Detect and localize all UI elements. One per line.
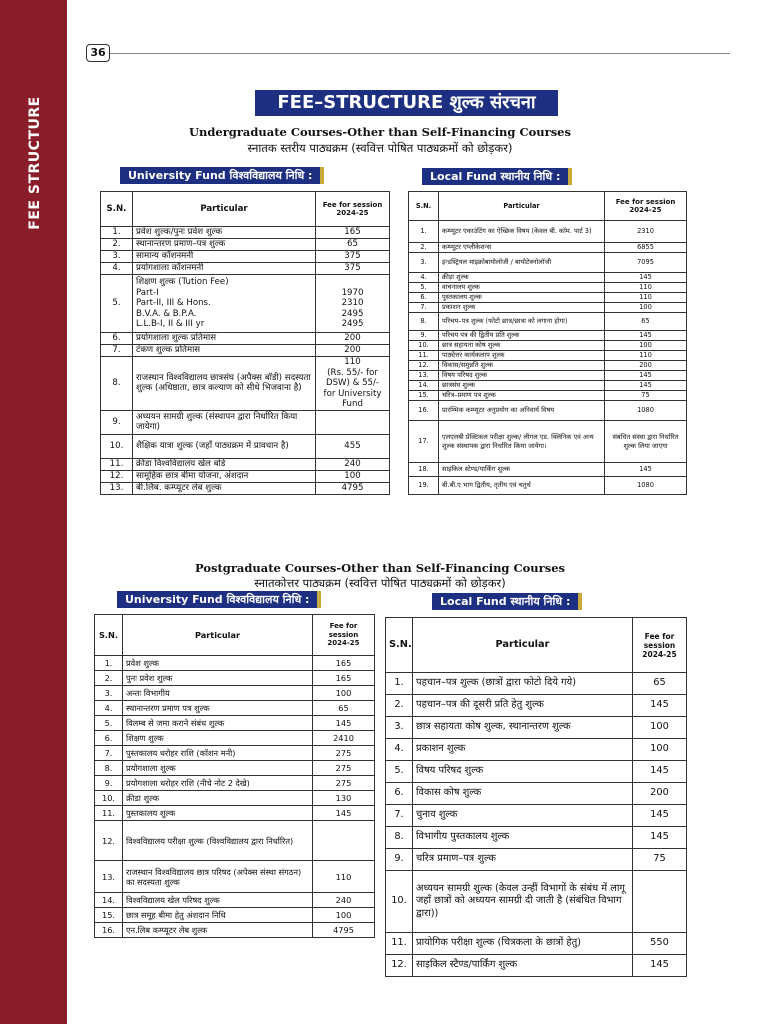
table-row <box>101 482 390 494</box>
fee-cell: 100 <box>313 686 375 701</box>
table-row <box>95 861 375 893</box>
sn-cell: 5. <box>95 716 123 731</box>
sn-cell: 6. <box>386 783 413 805</box>
table-row <box>409 303 687 313</box>
particular-cell: चुनाव शुल्क <box>413 805 633 827</box>
fee-cell: 145 <box>633 827 687 849</box>
particular-cell: पहचान–पत्र शुल्क (छात्रों द्वारा फोटो दिये गये) <box>413 673 633 695</box>
ug-heading-hi: स्नातक स्तरीय पाठ्यक्रम (स्ववित्त पोषित पाठ्यक्रमों को छोड़कर) <box>247 141 513 155</box>
table-body <box>101 227 390 495</box>
table-header-row <box>95 615 375 656</box>
sn-cell: 19. <box>409 477 439 495</box>
sn-cell: 11. <box>386 933 413 955</box>
particular-cell: बी.लिब. कम्प्यूटर लेब शुल्क <box>133 482 316 494</box>
sn-cell: 3. <box>409 253 439 273</box>
particular-cell: एलएलबी प्रेक्टिकल परीक्षा शुल्क/ लीगल एड. क्लिनिक एवं अन्य शुल्क संस्थापक द्वारा निर्धारित किया जायेगा। <box>439 421 605 463</box>
fee-cell: 100 <box>605 303 687 313</box>
table-row <box>409 341 687 351</box>
sn-cell: 1. <box>409 221 439 243</box>
sn-cell: 14. <box>95 893 123 908</box>
sn-cell: 15. <box>95 908 123 923</box>
fee-cell: 145 <box>633 761 687 783</box>
sn-cell: 16. <box>409 401 439 421</box>
sn-cell: 13. <box>409 371 439 381</box>
fee-cell: 145 <box>605 371 687 381</box>
particular-cell: कम्प्यूटर एकाउंटिंग का ऐच्छिक विषय (केवल बी. कॉम. पार्ट 3) <box>439 221 605 243</box>
particular-cell: प्रकाशन शुल्क <box>439 303 605 313</box>
particular-cell: छात्र सहायता कोष शुल्क, स्थानान्तरण शुल्क <box>413 717 633 739</box>
fee-cell: 110 <box>605 351 687 361</box>
sn-cell: 8. <box>101 357 133 411</box>
sn-cell: 8. <box>95 761 123 776</box>
table-row <box>409 463 687 477</box>
sn-cell: 8. <box>386 827 413 849</box>
particular-cell: प्रवेश शुल्क <box>123 656 313 671</box>
fee-cell: 6855 <box>605 243 687 253</box>
particular-cell: विश्वविद्यालय परीक्षा शुल्क (विश्वविद्यालय द्वारा निर्धारित) <box>123 821 313 861</box>
particular-cell: बी.बी.ए भाग द्वितीय, तृतीय एवं चतुर्थ <box>439 477 605 495</box>
table-row <box>95 671 375 686</box>
sn-cell: 6. <box>409 293 439 303</box>
sn-cell: 9. <box>409 331 439 341</box>
ug-local-fund-label: Local Fund स्थानीय निधि : <box>422 168 572 185</box>
fee-cell: 145 <box>633 955 687 977</box>
fee-cell: 200 <box>633 783 687 805</box>
pg-university-fund-table <box>94 614 375 938</box>
sn-header: S.N. <box>386 618 413 673</box>
pg-heading-en: Postgraduate Courses-Other than Self-Financing Courses <box>195 561 565 575</box>
table-row <box>95 791 375 806</box>
table-row <box>386 783 687 805</box>
sn-cell: 4. <box>409 273 439 283</box>
table-row <box>95 908 375 923</box>
sn-cell: 13. <box>95 861 123 893</box>
fee-cell: 4795 <box>313 923 375 938</box>
fee-cell: 65 <box>313 701 375 716</box>
table-row <box>386 695 687 717</box>
sn-cell: 9. <box>386 849 413 871</box>
fee-header: Fee for session 2024-25 <box>313 615 375 656</box>
particular-cell: विलम्ब से जमा कराने संबंध शुल्क <box>123 716 313 731</box>
sn-cell: 17. <box>409 421 439 463</box>
ug-university-fund-table <box>100 191 390 495</box>
fee-cell: 145 <box>605 331 687 341</box>
fee-cell: संबंधित संस्था द्वारा निर्धारित शुल्क लिया जाएगा <box>605 421 687 463</box>
table-row <box>101 333 390 345</box>
sn-cell: 5. <box>386 761 413 783</box>
table-row <box>386 849 687 871</box>
table-row <box>101 434 390 458</box>
particular-cell: प्रयोगशाला धरोहर राशि (नीचे नोट 2 देखे) <box>123 776 313 791</box>
fee-cell: 275 <box>313 761 375 776</box>
sn-cell: 11. <box>409 351 439 361</box>
fee-cell: 100 <box>605 341 687 351</box>
table-row <box>95 686 375 701</box>
ug-local-fund-table <box>408 191 687 495</box>
sn-cell: 10. <box>101 434 133 458</box>
particular-cell: पुस्तकालय शुल्क <box>123 806 313 821</box>
table-header-row <box>409 192 687 221</box>
sn-cell: 1. <box>101 227 133 239</box>
fee-cell: 110 (Rs. 55/- for DSW) & 55/- for University Fund <box>316 357 390 411</box>
sn-cell: 4. <box>101 263 133 275</box>
table-row <box>101 275 390 333</box>
table-row <box>95 761 375 776</box>
particular-cell: विषय परिषद शुल्क <box>413 761 633 783</box>
sn-cell: 2. <box>386 695 413 717</box>
fee-cell: 200 <box>316 333 390 345</box>
sn-cell: 5. <box>409 283 439 293</box>
particular-cell: पुस्तकालय धरोहर राशि (कॉशन मनी) <box>123 746 313 761</box>
particular-header: Particular <box>133 192 316 227</box>
table-row <box>409 221 687 243</box>
fee-cell: 4795 <box>316 482 390 494</box>
sn-cell: 10. <box>386 871 413 933</box>
fee-cell: 7095 <box>605 253 687 273</box>
particular-cell: पहचान–पत्र की दूसरी प्रति हेतु शुल्क <box>413 695 633 717</box>
sn-cell: 7. <box>95 746 123 761</box>
table-row <box>95 821 375 861</box>
fee-cell: 145 <box>313 806 375 821</box>
table-row <box>409 361 687 371</box>
particular-cell: परिचय पत्र की द्वितीय प्रति शुल्क <box>439 331 605 341</box>
fee-cell: 100 <box>633 717 687 739</box>
table-row <box>101 458 390 470</box>
sn-cell: 2. <box>95 671 123 686</box>
table-row <box>95 731 375 746</box>
table-row <box>101 410 390 434</box>
table-row <box>101 239 390 251</box>
fee-cell <box>316 410 390 434</box>
sn-cell: 3. <box>101 251 133 263</box>
fee-cell: 200 <box>605 361 687 371</box>
fee-cell: 275 <box>313 776 375 791</box>
fee-cell: 110 <box>605 283 687 293</box>
table-row <box>409 477 687 495</box>
particular-cell: साइकिल स्टैण्ड/पार्किंग शुल्क <box>413 955 633 977</box>
table-body <box>409 221 687 495</box>
particular-cell: चरित्र प्रमाण–पत्र शुल्क <box>413 849 633 871</box>
particular-cell: प्रवेश शुल्क/पुनः प्रवेश शुल्क <box>133 227 316 239</box>
sidebar-title <box>20 90 50 250</box>
sn-cell: 10. <box>95 791 123 806</box>
pg-heading-hi: स्नातकोत्तर पाठ्यक्रम (स्ववित्त पोषित पाठ्यक्रमों को छोड़कर) <box>254 576 506 590</box>
table-row <box>101 345 390 357</box>
particular-cell: स्थानान्तरण प्रमाण–पत्र शुल्क <box>133 239 316 251</box>
table-body <box>386 673 687 977</box>
sn-cell: 12. <box>95 821 123 861</box>
fee-header: Fee for session 2024-25 <box>316 192 390 227</box>
fee-cell: 130 <box>313 791 375 806</box>
fee-cell: 165 <box>313 656 375 671</box>
table-row <box>409 283 687 293</box>
particular-header: Particular <box>439 192 605 221</box>
table-row <box>95 656 375 671</box>
particular-cell: विश्वविद्यालय खेल परिषद शुल्क <box>123 893 313 908</box>
sn-cell: 6. <box>95 731 123 746</box>
sn-cell: 7. <box>386 805 413 827</box>
particular-cell: क्रीडा विश्वविद्यालय खेल बोर्ड <box>133 458 316 470</box>
table-row <box>95 893 375 908</box>
sidebar-band <box>0 0 67 1024</box>
fee-cell <box>633 871 687 933</box>
table-row <box>101 263 390 275</box>
sn-cell: 12. <box>409 361 439 371</box>
pg-local-fund-table <box>385 617 687 977</box>
sn-cell: 11. <box>101 458 133 470</box>
sn-header: S.N. <box>95 615 123 656</box>
fee-header: Fee for session 2024-25 <box>605 192 687 221</box>
fee-cell: 2410 <box>313 731 375 746</box>
sn-cell: 14. <box>409 381 439 391</box>
sn-cell: 4. <box>386 739 413 761</box>
sn-cell: 8. <box>409 313 439 331</box>
table-row <box>386 871 687 933</box>
particular-cell: सामूहिक छात्र बीमा योजना, अंशदान <box>133 470 316 482</box>
sn-cell: 11. <box>95 806 123 821</box>
table-row <box>101 470 390 482</box>
particular-cell: शिक्षण शुल्क (Tution Fee) Part-I Part-II, III & Hons. B.V.A. & B.P.A. L.L.B-I, II & III yr <box>133 275 316 333</box>
sn-header: S.N. <box>101 192 133 227</box>
fee-cell: 145 <box>605 381 687 391</box>
particular-cell: प्रयोगशाला कॉशनमनी <box>133 263 316 275</box>
sn-cell: 12. <box>386 955 413 977</box>
particular-cell: शिक्षण शुल्क <box>123 731 313 746</box>
fee-cell: 165 <box>313 671 375 686</box>
sn-cell: 2. <box>101 239 133 251</box>
sn-cell: 1. <box>95 656 123 671</box>
fee-cell: 275 <box>313 746 375 761</box>
table-row <box>101 251 390 263</box>
particular-cell: सामान्य कॉशनमनी <box>133 251 316 263</box>
fee-cell: 100 <box>316 470 390 482</box>
fee-cell: 65 <box>633 673 687 695</box>
fee-cell: 110 <box>313 861 375 893</box>
particular-cell: वाचनालय शुल्क <box>439 283 605 293</box>
particular-cell: स्थानान्तरण प्रमाण पत्र शुल्क <box>123 701 313 716</box>
sn-cell: 9. <box>101 410 133 434</box>
fee-cell: 145 <box>633 695 687 717</box>
sn-cell: 15. <box>409 391 439 401</box>
particular-cell: चरित्र–प्रमाण पत्र शुल्क <box>439 391 605 401</box>
sn-cell: 9. <box>95 776 123 791</box>
particular-cell: साइकिल स्टेण्ड/पार्किंग शुल्क <box>439 463 605 477</box>
particular-cell: कम्प्यूटर एप्लीकेशन्स <box>439 243 605 253</box>
fee-cell: 75 <box>633 849 687 871</box>
particular-cell: पाठ्येत्तर कार्यकलाप शुल्क <box>439 351 605 361</box>
particular-cell: विकास/समुन्नति शुल्क <box>439 361 605 371</box>
fee-header: Fee for session 2024-25 <box>633 618 687 673</box>
particular-cell: अध्ययन सामग्री शुल्क (संस्थापन द्वारा निर्धारित किया जायेगा) <box>133 410 316 434</box>
particular-cell: विकास कोष शुल्क <box>413 783 633 805</box>
sn-cell: 6. <box>101 333 133 345</box>
fee-cell: 165 <box>316 227 390 239</box>
table-header-row <box>101 192 390 227</box>
table-row <box>386 717 687 739</box>
pg-university-fund-label: University Fund विश्वविद्यालय निधि : <box>117 591 321 608</box>
page-number: 36 <box>86 44 110 62</box>
fee-cell: 200 <box>316 345 390 357</box>
table-row <box>95 806 375 821</box>
particular-cell: राजस्थान विश्वविद्यालय छात्र परिषद (अपेक्स संस्था संगठन) का सदस्यता शुल्क <box>123 861 313 893</box>
particular-cell: प्रकाशन शुल्क <box>413 739 633 761</box>
table-header-row <box>386 618 687 673</box>
sn-cell: 13. <box>101 482 133 494</box>
table-row <box>409 253 687 273</box>
particular-cell: राजस्थान विश्वविद्यालय छात्रसंघ (अपैक्स बॉडी) सदस्यता शुल्क (अधिष्ठाता, छात्र कल्याण को सीधे भिजवाना है) <box>133 357 316 411</box>
particular-cell: अन्तः विभागीय <box>123 686 313 701</box>
fee-cell: 240 <box>316 458 390 470</box>
table-row <box>409 293 687 303</box>
table-row <box>101 357 390 411</box>
particular-cell: अध्ययन सामग्री शुल्क (केवल उन्हीं विभागों के संबंध में लागू जहाँ छात्रों को अध्ययन सामग्री दी जाती है (संबंधित विभाग द्वारा)) <box>413 871 633 933</box>
particular-cell: छात्रसंघ शुल्क <box>439 381 605 391</box>
table-row <box>386 827 687 849</box>
fee-cell: 2310 <box>605 221 687 243</box>
ug-university-fund-label: University Fund विश्वविद्यालय निधि : <box>120 167 324 184</box>
fee-cell: 145 <box>605 463 687 477</box>
sn-cell: 16. <box>95 923 123 938</box>
particular-cell: प्रारम्भिक कम्प्यूटर अनुप्रयोग का अनिवार्य विषय <box>439 401 605 421</box>
table-row <box>386 761 687 783</box>
sn-cell: 5. <box>101 275 133 333</box>
table-row <box>386 933 687 955</box>
fee-cell: 145 <box>605 273 687 283</box>
table-row <box>409 391 687 401</box>
particular-cell: पुनः प्रवेश शुल्क <box>123 671 313 686</box>
sn-cell: 7. <box>101 345 133 357</box>
fee-cell: 65 <box>316 239 390 251</box>
table-row <box>386 805 687 827</box>
fee-cell: 145 <box>313 716 375 731</box>
particular-cell: विभागीय पुस्तकालय शुल्क <box>413 827 633 849</box>
particular-cell: शैक्षिक यात्रा शुल्क (जहाँ पाठ्यक्रम में प्रावधान है) <box>133 434 316 458</box>
fee-cell: 65 <box>605 313 687 331</box>
table-row <box>409 331 687 341</box>
particular-cell: क्रीड़ा शुल्क <box>439 273 605 283</box>
sn-cell: 3. <box>95 686 123 701</box>
table-body <box>95 656 375 938</box>
fee-cell: 455 <box>316 434 390 458</box>
sn-header: S.N. <box>409 192 439 221</box>
table-row <box>95 776 375 791</box>
table-row <box>95 923 375 938</box>
table-row <box>101 227 390 239</box>
table-row <box>409 273 687 283</box>
fee-cell: 110 <box>605 293 687 303</box>
fee-cell: 375 <box>316 251 390 263</box>
page-title: FEE–STRUCTURE शुल्क संरचना <box>255 90 558 116</box>
particular-cell: छात्र समूह बीमा हेतु अंशदान निधि <box>123 908 313 923</box>
table-row <box>95 716 375 731</box>
particular-header: Particular <box>123 615 313 656</box>
fee-cell: 100 <box>633 739 687 761</box>
table-row <box>95 746 375 761</box>
fee-cell: 75 <box>605 391 687 401</box>
particular-cell: प्रयोगशाला शुल्क <box>123 761 313 776</box>
table-row <box>409 243 687 253</box>
fee-cell <box>313 821 375 861</box>
table-row <box>409 381 687 391</box>
sn-cell: 10. <box>409 341 439 351</box>
table-row <box>386 739 687 761</box>
table-row <box>95 701 375 716</box>
fee-cell: 100 <box>313 908 375 923</box>
particular-cell: प्रायोगिक परीक्षा शुल्क (चित्रकला के छात्रों हेतु) <box>413 933 633 955</box>
sn-cell: 2. <box>409 243 439 253</box>
sn-cell: 4. <box>95 701 123 716</box>
particular-cell: इन्डस्ट्रियल माइक्रोबायोलॉजी / बायोटेक्नोलॉजी <box>439 253 605 273</box>
ug-heading-en: Undergraduate Courses-Other than Self-Financing Courses <box>189 125 571 139</box>
fee-cell: 145 <box>633 805 687 827</box>
sn-cell: 12. <box>101 470 133 482</box>
table-row <box>409 421 687 463</box>
sn-cell: 18. <box>409 463 439 477</box>
table-row <box>386 955 687 977</box>
table-row <box>409 371 687 381</box>
table-row <box>386 673 687 695</box>
fee-cell: 1970 2310 2495 2495 <box>316 275 390 333</box>
fee-cell: 1080 <box>605 401 687 421</box>
pg-local-fund-label: Local Fund स्थानीय निधि : <box>432 593 582 610</box>
fee-cell: 240 <box>313 893 375 908</box>
particular-cell: पुस्तकालय शुल्क <box>439 293 605 303</box>
sn-cell: 7. <box>409 303 439 313</box>
particular-cell: विषय परिषद शुल्क <box>439 371 605 381</box>
particular-cell: परिचय–पत्र शुल्क (फोटो छात्र/छात्रा को लगाना होगा) <box>439 313 605 331</box>
sn-cell: 1. <box>386 673 413 695</box>
particular-cell: छात्र सहायता कोष शुल्क <box>439 341 605 351</box>
fee-cell: 375 <box>316 263 390 275</box>
fee-cell: 550 <box>633 933 687 955</box>
sn-cell: 3. <box>386 717 413 739</box>
particular-header: Particular <box>413 618 633 673</box>
fee-cell: 1080 <box>605 477 687 495</box>
particular-cell: क्रीडा शुल्क <box>123 791 313 806</box>
particular-cell: प्रयोगशाला शुल्क प्रतिमास <box>133 333 316 345</box>
particular-cell: टंकण शुल्क प्रतिमास <box>133 345 316 357</box>
particular-cell: एन.लिब कम्प्यूटर लेब शुल्क <box>123 923 313 938</box>
table-row <box>409 401 687 421</box>
table-row <box>409 351 687 361</box>
table-row <box>409 313 687 331</box>
header-rule <box>110 53 730 54</box>
sidebar-title-text: FEE STRUCTURE <box>27 96 43 230</box>
